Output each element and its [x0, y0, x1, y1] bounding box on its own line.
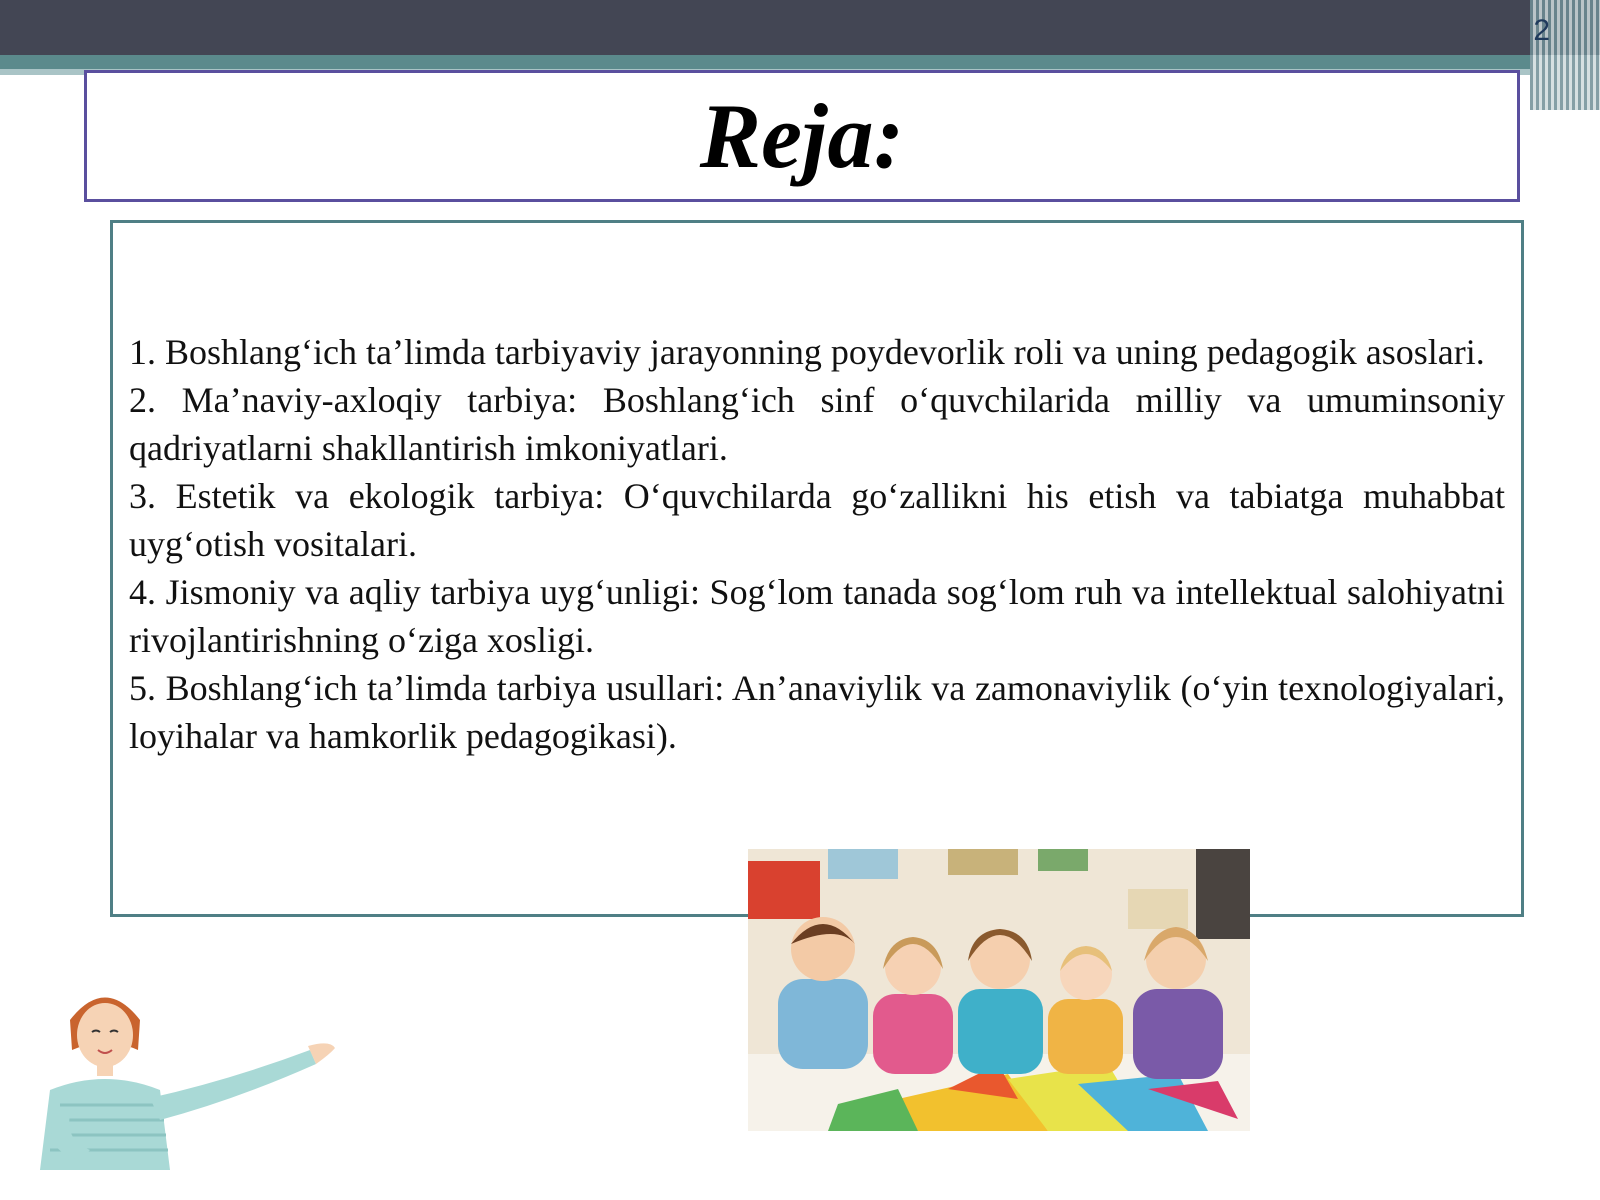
- children-photo-illustration: [748, 849, 1250, 1131]
- slide-title: Reja:: [699, 85, 905, 187]
- plan-item: 5. Boshlang‘ich ta’limda tarbiya usullari: An’anaviylik va zamonaviylik (o‘yin texnologiyalari, loyihalar va hamkorlik pedagogikasi).: [129, 668, 1505, 756]
- plan-item: 1. Boshlang‘ich ta’limda tarbiyaviy jarayonning poydevorlik roli va uning pedagogik asoslari.: [129, 332, 1485, 372]
- header-bar: [0, 0, 1600, 55]
- plan-item: 2. Ma’naviy-axloqiy tarbiya: Boshlang‘ich sinf o‘quvchilarida milliy va umuminsoniy qadriyatlarni shakllantirish imkoniyatlari.: [129, 380, 1505, 468]
- children-drawing-photo: [748, 849, 1250, 1131]
- plan-list: [129, 328, 1505, 760]
- teacher-illustration: [30, 980, 350, 1170]
- title-frame: [84, 70, 1520, 202]
- teacher-pointing-clipart: [30, 980, 350, 1170]
- plan-frame: [110, 220, 1524, 917]
- header-accent-stripe: [0, 55, 1530, 69]
- plan-item: 3. Estetik va ekologik tarbiya: O‘quvchilarda go‘zallikni his etish va tabiatga muhabbat uyg‘otish vositalari.: [129, 476, 1505, 564]
- slide-number: 2: [1533, 14, 1550, 47]
- plan-item: 4. Jismoniy va aqliy tarbiya uyg‘unligi: Sog‘lom tanada sog‘lom ruh va intellektual salohiyatni rivojlantirishning o‘ziga xosligi.: [129, 572, 1505, 660]
